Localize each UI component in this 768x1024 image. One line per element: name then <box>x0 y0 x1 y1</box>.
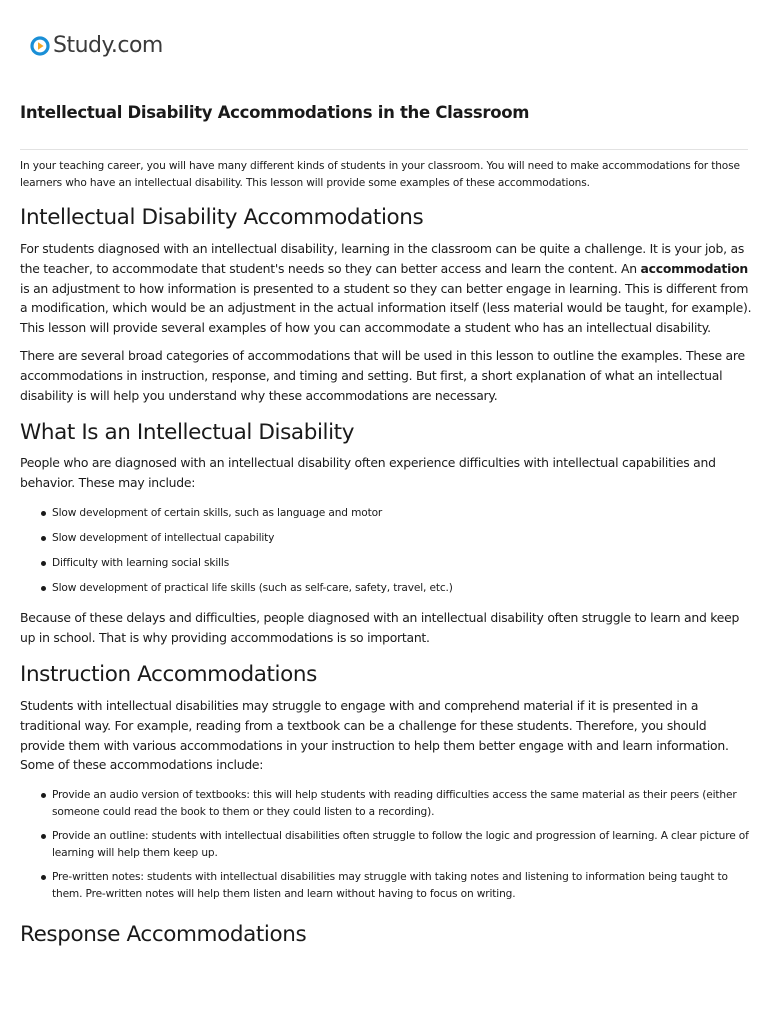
list-item: Provide an outline: students with intellectual disabilities often struggle to follow the logic and progression of learning. A clear picture of learning will help them keep up. <box>20 828 750 861</box>
list-item: Slow development of intellectual capability <box>20 530 750 555</box>
list-item: Provide an audio version of textbooks: this will help students with reading difficulties access the same material as their peers (either someone could read the book to them or they could listen to a recording). <box>20 787 750 820</box>
logo-wordmark: Study.com <box>53 33 163 58</box>
play-circle-icon <box>30 36 50 56</box>
intro-paragraph: In your teaching career, you will have many different kinds of students in your classroom. You will need to make accommodations for those learners who have an intellectual disability. This lesson will provide some examples of these accommodations. <box>20 160 740 189</box>
accommodations-paragraph-1: For students diagnosed with an intellectual disability, learning in the classroom can be quite a challenge. It is your job, as the teacher, to accommodate that student's needs so they can better access and learn the content. An accommodation is an adjustment to how information is presented to a student so they can better engage in learning. This is different from a modification, which would be an adjustment in the actual information itself (less material would be taught, for example). This lesson will provide several examples of how you can accommodate a student who has an intellectual disability. <box>20 241 752 336</box>
list-item: Difficulty with learning social skills <box>20 555 750 580</box>
bullet-dot-icon <box>41 586 46 591</box>
document-title: Intellectual Disability Accommodations in the Classroom <box>20 103 530 122</box>
title-divider <box>20 149 748 150</box>
list-item: Slow development of certain skills, such as language and motor <box>20 505 750 530</box>
list-item: Slow development of practical life skills (such as self-care, safety, travel, etc.) <box>20 580 750 605</box>
accommodations-paragraph-2: There are several broad categories of accommodations that will be used in this lesson to outline the examples. These are accommodations in instruction, response, and timing and setting. But first, a short explanation of what an intellectual disability is will help you understand why these accommodations are necessary. <box>20 348 745 403</box>
what-is-paragraph-1: People who are diagnosed with an intellectual disability often experience difficulties with intellectual capabilities and behavior. These may include: <box>20 455 716 490</box>
study-com-logo[interactable] <box>30 33 163 59</box>
bullet-dot-icon <box>41 875 46 880</box>
bullet-dot-icon <box>41 561 46 566</box>
section-heading-what-is: What Is an Intellectual Disability <box>20 420 355 445</box>
accommodation-term: accommodation <box>640 260 748 276</box>
bullet-dot-icon <box>41 536 46 541</box>
bullet-dot-icon <box>41 793 46 798</box>
instruction-paragraph: Students with intellectual disabilities may struggle to engage with and comprehend material if it is presented in a traditional way. For example, reading from a textbook can be a challenge for these students. Therefore, you should provide them with various accommodations in your instruction to help them better engage with and learn information. Some of these accommodations include: <box>20 698 729 773</box>
section-heading-response: Response Accommodations <box>20 922 307 947</box>
section-heading-instruction: Instruction Accommodations <box>20 662 317 687</box>
bullet-dot-icon <box>41 834 46 839</box>
bullet-dot-icon <box>41 511 46 516</box>
what-is-bullet-list <box>20 505 750 605</box>
section-heading-accommodations: Intellectual Disability Accommodations <box>20 205 424 230</box>
instruction-bullet-list <box>20 787 750 910</box>
what-is-paragraph-2: Because of these delays and difficulties, people diagnosed with an intellectual disability often struggle to learn and keep up in school. That is why providing accommodations is so important. <box>20 610 740 645</box>
list-item: Pre-written notes: students with intellectual disabilities may struggle with taking notes and listening to information being taught to them. Pre-written notes will help them listen and learn without having to focus on writing. <box>20 869 750 902</box>
